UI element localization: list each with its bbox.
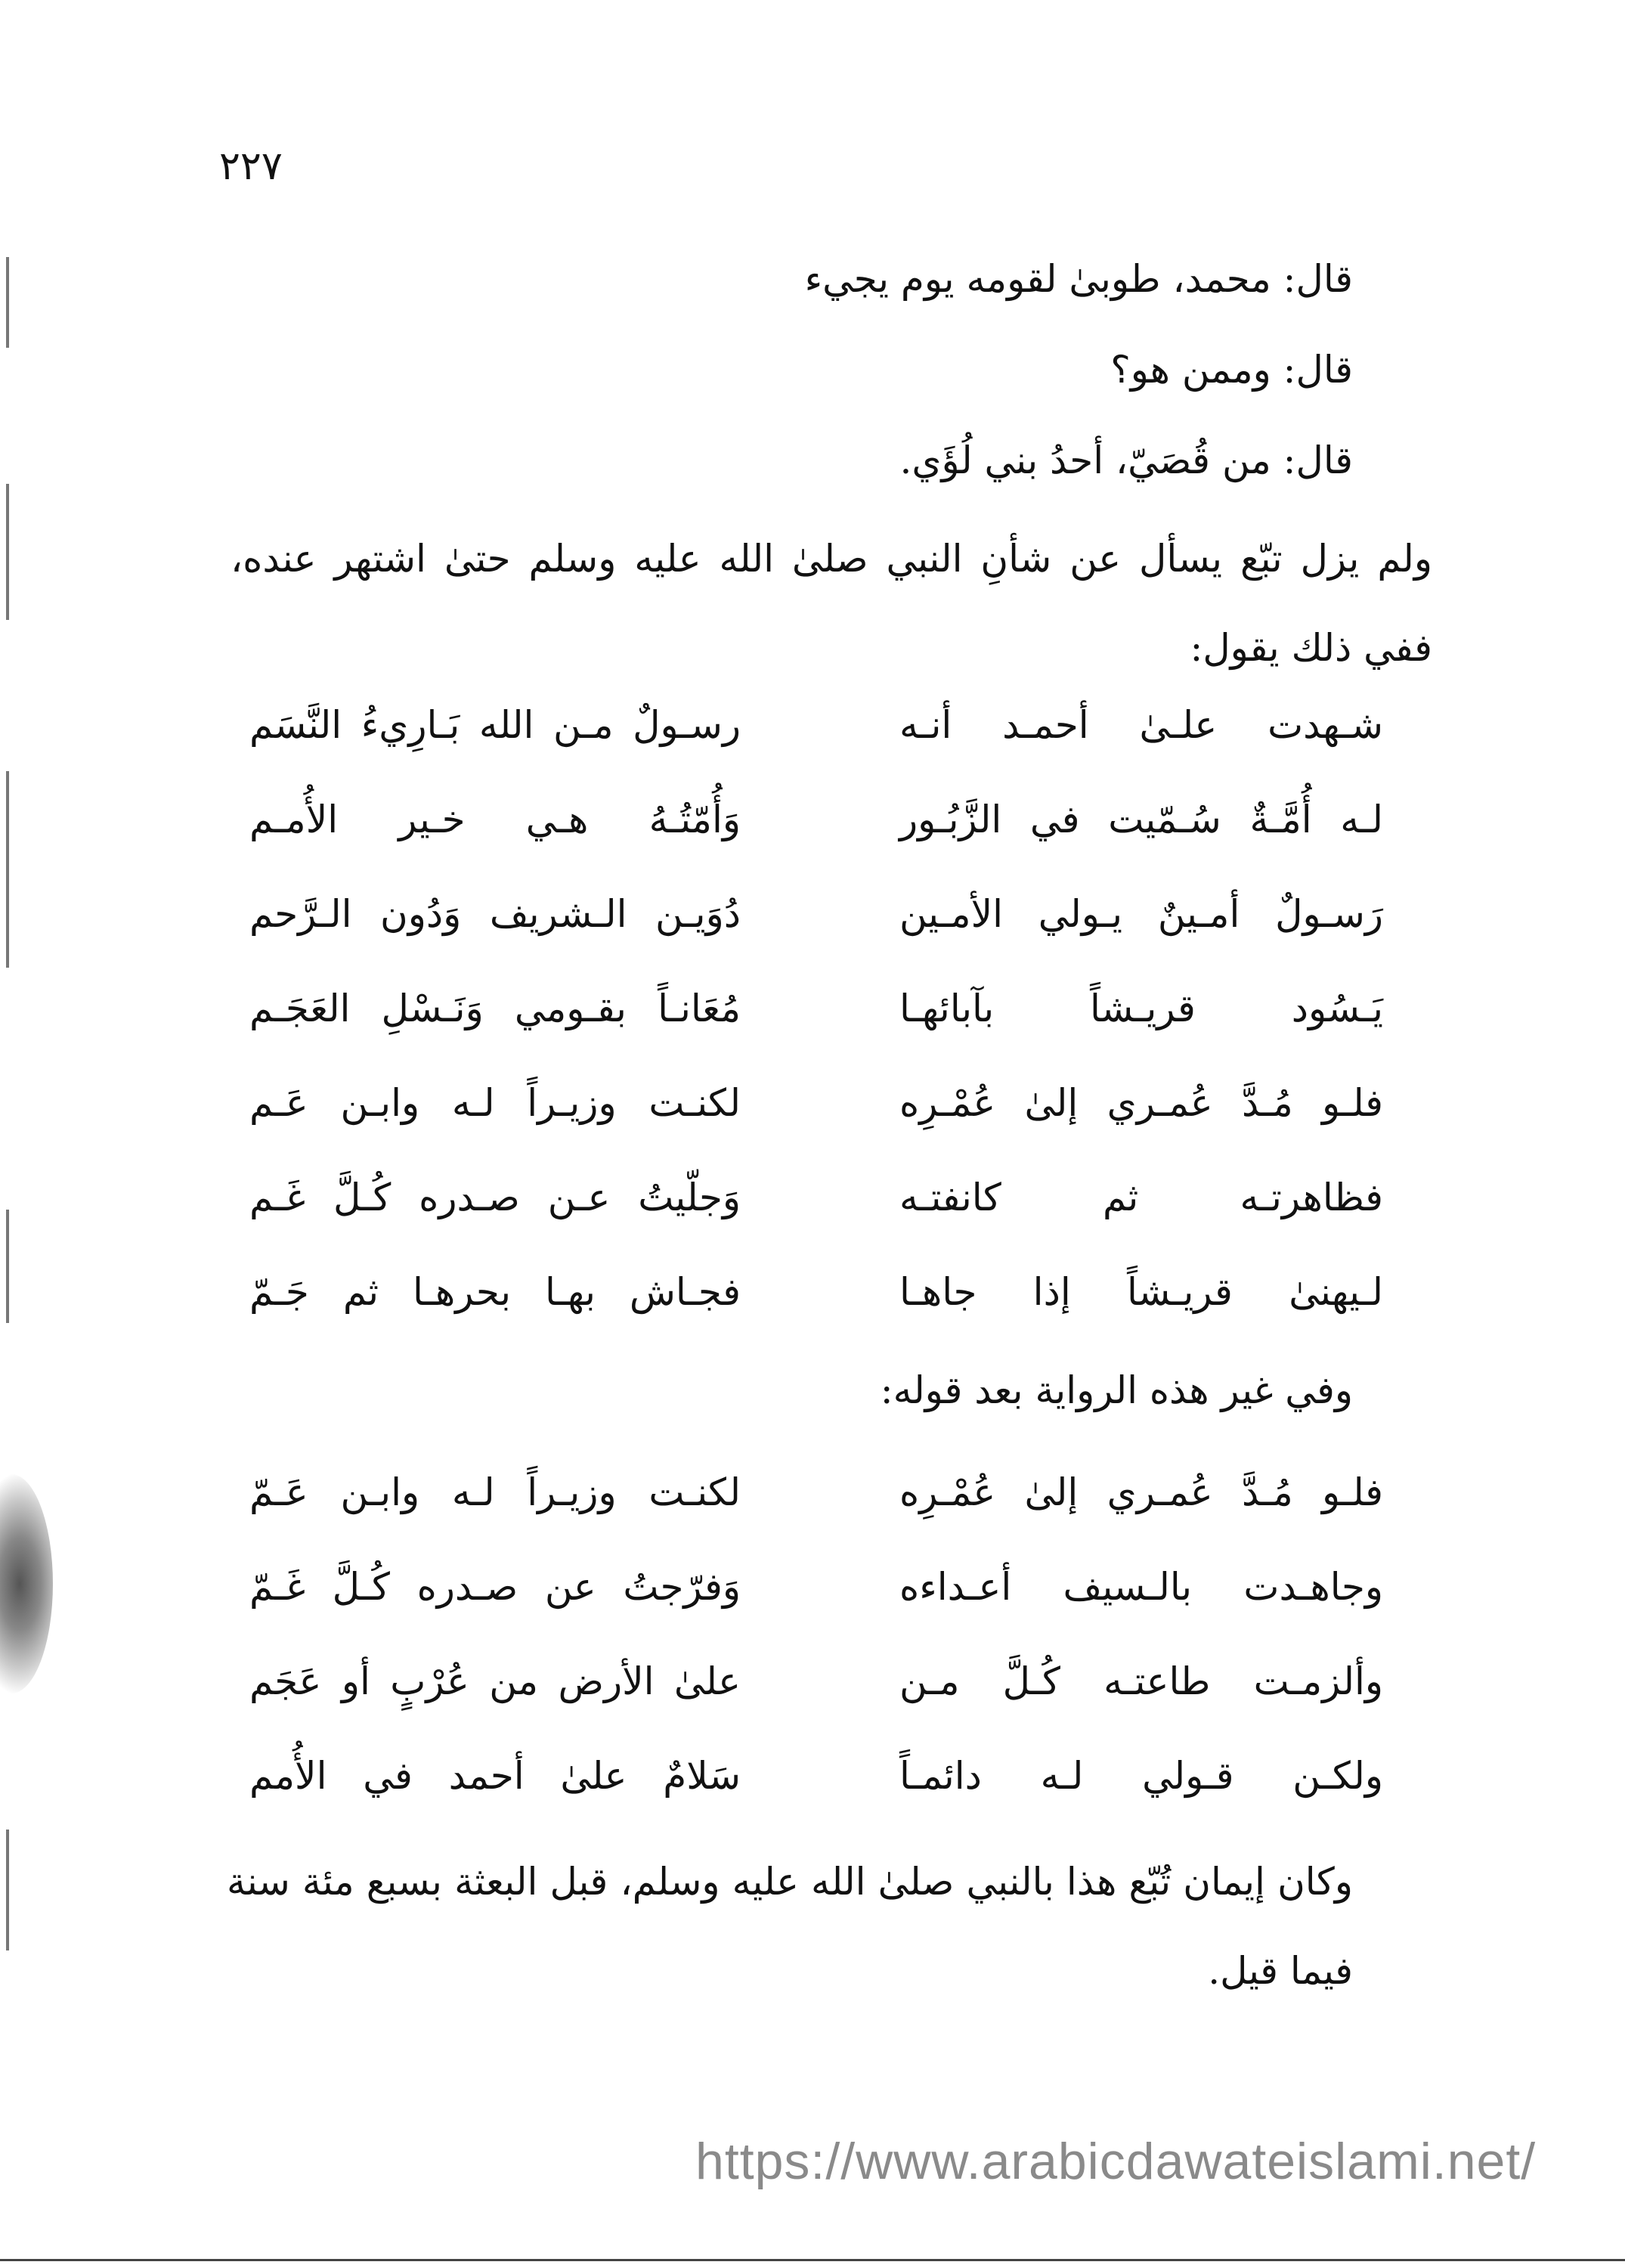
scan-artifact [6, 771, 9, 968]
verse-first-hemistich: فلـو مُـدَّ عُمـري إلىٰ عُمْـرِه [899, 1470, 1383, 1514]
poem-1-verse-1 [227, 703, 1383, 771]
poem-1-verse-3 [227, 892, 1383, 960]
scan-artifact [6, 1830, 9, 1950]
verse-second-hemistich: وَأُمّتُـهُ هـي خـير الأُمـم [249, 798, 741, 841]
dialogue-line-2: قال: وممن هو؟ [1110, 348, 1353, 392]
scan-artifact [6, 484, 9, 620]
scan-artifact [6, 1210, 9, 1323]
verse-second-hemistich: رسـولٌ مـن الله بَـارِيءُ النَّسَم [249, 703, 741, 747]
poem-1-verse-7 [227, 1270, 1383, 1338]
transition-line: وفي غير هذه الرواية بعد قوله: [880, 1368, 1353, 1412]
verse-first-hemistich: فظاهرتـه ثم كانفتـه [899, 1176, 1383, 1219]
verse-first-hemistich: شـهدت علـىٰ أحمـد أنـه [899, 703, 1383, 747]
verse-second-hemistich: لكنـت وزيـراً لـه وابـن عَـمّ [249, 1470, 741, 1514]
closing-paragraph: وكان إيمان تُبّع هذا بالنبي صلىٰ الله عليه وسلم، قبل البعثة بسبع مئة سنة فيما قيل. [227, 1860, 1353, 1993]
verse-second-hemistich: لكنـت وزيـراً لـه وابـن عَـم [249, 1081, 741, 1125]
scan-smudge [0, 1474, 53, 1693]
verse-second-hemistich: مُعَانـاً بقـومي وَنَـسْلِ العَجَـم [249, 987, 741, 1030]
verse-second-hemistich: علىٰ الأرض من عُرْبٍ أو عَجَم [249, 1659, 741, 1703]
verse-second-hemistich: سَلامٌ علىٰ أحمد في الأُمم [249, 1754, 741, 1798]
poem-1-verse-6 [227, 1176, 1383, 1244]
verse-first-hemistich: وألزمـت طاعتـه كُـلَّ مـن [899, 1659, 1383, 1703]
verse-first-hemistich: فلـو مُـدَّ عُمـري إلىٰ عُمْـرِه [899, 1081, 1383, 1125]
verse-second-hemistich: وَجلّيتُ عـن صـدره كُـلَّ غَـم [249, 1176, 741, 1219]
verse-second-hemistich: دُوَيـن الـشريف وَدُون الـرَّحم [249, 892, 741, 936]
poem-1-verse-5 [227, 1081, 1383, 1149]
verse-second-hemistich: فجـاش بهـا بحرهـا ثم جَـمّ [249, 1270, 741, 1314]
verse-first-hemistich: لـه أُمَّـةٌ سُـمّيت في الزَّبُـور [899, 798, 1383, 841]
poem-2-verse-1 [227, 1470, 1383, 1538]
watermark-url: https://www.arabicdawateislami.net/ [695, 2133, 1537, 2190]
verse-first-hemistich: وجاهـدت بالـسيف أعـداءه [899, 1565, 1383, 1609]
page-number: ٢٢٧ [219, 144, 283, 189]
verse-first-hemistich: يَـسُود قريـشاً بآبائهـا [899, 987, 1383, 1030]
poem-2-verse-3 [227, 1659, 1383, 1727]
intro-paragraph: ولم يزل تبّع يسأل عن شأنِ النبي صلىٰ الله عليه وسلم حتىٰ اشتهر عنده، ففي ذلك يقول: [231, 537, 1432, 670]
verse-first-hemistich: ولكـن قـولي لـه دائمـاً [899, 1754, 1383, 1798]
poem-1-verse-4 [227, 987, 1383, 1055]
scan-artifact [6, 257, 9, 348]
bottom-rule [0, 2259, 1625, 2261]
verse-first-hemistich: لـيهنىٰ قريـشاً إذا جاهـا [899, 1270, 1383, 1314]
verse-second-hemistich: وَفرّجتُ عن صـدره كُـلَّ غَـمّ [249, 1565, 741, 1609]
poem-2-verse-4 [227, 1754, 1383, 1822]
dialogue-line-3: قال: من قُصَيّ، أحدُ بني لُؤَي. [899, 438, 1353, 482]
poem-1-verse-2 [227, 798, 1383, 866]
dialogue-line-1: قال: محمد، طوبىٰ لقومه يوم يجيء [804, 257, 1353, 301]
verse-first-hemistich: رَسـولٌ أمـينٌ يـولي الأمـين [899, 892, 1383, 936]
poem-2-verse-2 [227, 1565, 1383, 1633]
